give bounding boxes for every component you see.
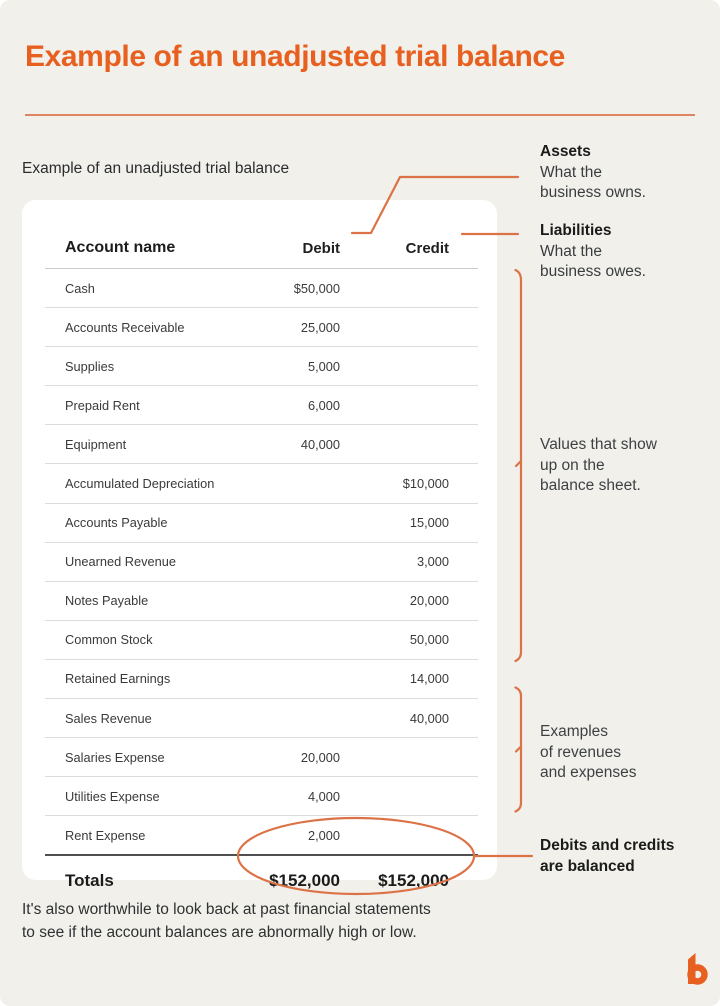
footer-note xyxy=(22,899,431,944)
account-name-cell: Supplies xyxy=(65,358,115,374)
column-header-credit: Credit xyxy=(405,240,449,257)
account-name-cell: Accounts Receivable xyxy=(65,319,185,335)
annotation-liabilities-line: business owes. xyxy=(540,263,646,280)
annotation-examples-line: Examples xyxy=(540,723,609,740)
annotation-revenues-expenses xyxy=(540,722,637,784)
credit-cell: 50,000 xyxy=(409,632,449,648)
account-name-cell: Equipment xyxy=(65,436,127,452)
revenue-expense-bracket-tick xyxy=(516,747,521,752)
annotation-assets-title: Assets xyxy=(540,143,591,160)
annotation-values-line: Values that show xyxy=(540,436,657,453)
debit-cell: 25,000 xyxy=(300,319,340,335)
table-row xyxy=(45,386,478,425)
annotation-balanced-line: Debits and credits xyxy=(540,837,675,854)
table-row xyxy=(45,464,478,503)
account-name-cell: Accumulated Depreciation xyxy=(65,476,215,492)
debit-cell: 20,000 xyxy=(300,749,340,765)
account-name-cell: Retained Earnings xyxy=(65,671,171,687)
credit-cell: 20,000 xyxy=(409,593,449,609)
account-name-cell: Salaries Expense xyxy=(65,749,165,765)
account-name-cell: Notes Payable xyxy=(65,593,149,609)
table-row xyxy=(45,621,478,660)
page-title: Example of an unadjusted trial balance xyxy=(25,40,565,73)
title-divider xyxy=(25,114,695,116)
table-row xyxy=(45,816,478,854)
table-row xyxy=(45,425,478,464)
credit-cell: 40,000 xyxy=(409,710,449,726)
footer-line: It's also worthwhile to look back at past financial statements xyxy=(22,901,431,918)
table-row xyxy=(45,777,478,816)
account-name-cell: Sales Revenue xyxy=(65,710,152,726)
credit-cell: $10,000 xyxy=(402,476,449,492)
table-row xyxy=(45,269,478,308)
subtitle: Example of an unadjusted trial balance xyxy=(22,160,290,177)
debit-cell: 40,000 xyxy=(300,436,340,452)
annotation-liabilities xyxy=(540,221,646,283)
annotation-values-line: up on the xyxy=(540,456,605,474)
table-row xyxy=(45,347,478,386)
annotation-balance-sheet-values xyxy=(540,435,657,497)
debit-cell: 4,000 xyxy=(307,788,340,804)
totals-label: Totals xyxy=(65,871,114,891)
account-name-cell: Rent Expense xyxy=(65,827,146,843)
account-name-cell: Common Stock xyxy=(65,632,153,648)
debit-cell: 2,000 xyxy=(307,827,340,843)
annotation-assets-line: business owns. xyxy=(540,184,646,201)
debit-cell: 6,000 xyxy=(307,397,340,413)
annotation-balanced-line: are balanced xyxy=(540,858,635,875)
table-row xyxy=(45,582,478,621)
column-header-debit: Debit xyxy=(302,240,340,257)
annotation-values-line: balance sheet. xyxy=(540,477,641,494)
account-name-cell: Accounts Payable xyxy=(65,515,168,531)
annotation-debits-credits-balanced xyxy=(540,835,674,877)
debit-cell: 5,000 xyxy=(307,358,340,374)
column-header-account: Account name xyxy=(65,239,176,256)
annotation-examples-line: of revenues xyxy=(540,743,621,761)
annotation-assets-line: What the xyxy=(540,163,603,181)
credit-cell: 15,000 xyxy=(409,515,449,531)
table-header-row xyxy=(45,200,478,269)
table-row xyxy=(45,738,478,777)
table-row xyxy=(45,660,478,699)
account-name-cell: Cash xyxy=(65,280,95,296)
trial-balance-card xyxy=(22,200,497,891)
credit-cell: 3,000 xyxy=(416,554,449,570)
table-row xyxy=(45,699,478,738)
table-row xyxy=(45,543,478,582)
table-row xyxy=(45,308,478,347)
balance-sheet-bracket xyxy=(516,270,522,661)
table-rows xyxy=(45,269,478,854)
annotation-examples-line: and expenses xyxy=(540,764,637,781)
revenue-expense-bracket xyxy=(516,688,522,812)
annotation-liabilities-title: Liabilities xyxy=(540,222,612,239)
table-row xyxy=(45,504,478,543)
account-name-cell: Utilities Expense xyxy=(65,788,160,804)
totals-credit-value: $152,000 xyxy=(378,871,449,891)
account-name-cell: Unearned Revenue xyxy=(65,554,176,570)
balance-sheet-bracket-tick xyxy=(516,461,521,466)
account-name-cell: Prepaid Rent xyxy=(65,397,140,413)
annotation-assets xyxy=(540,142,646,204)
totals-debit-value: $152,000 xyxy=(269,871,340,891)
annotation-liabilities-line: What the xyxy=(540,242,603,260)
credit-cell: 14,000 xyxy=(409,671,449,687)
brand-logo-b xyxy=(683,951,709,985)
footer-line: to see if the account balances are abnormally high or low. xyxy=(22,923,417,941)
debit-cell: $50,000 xyxy=(293,280,340,296)
